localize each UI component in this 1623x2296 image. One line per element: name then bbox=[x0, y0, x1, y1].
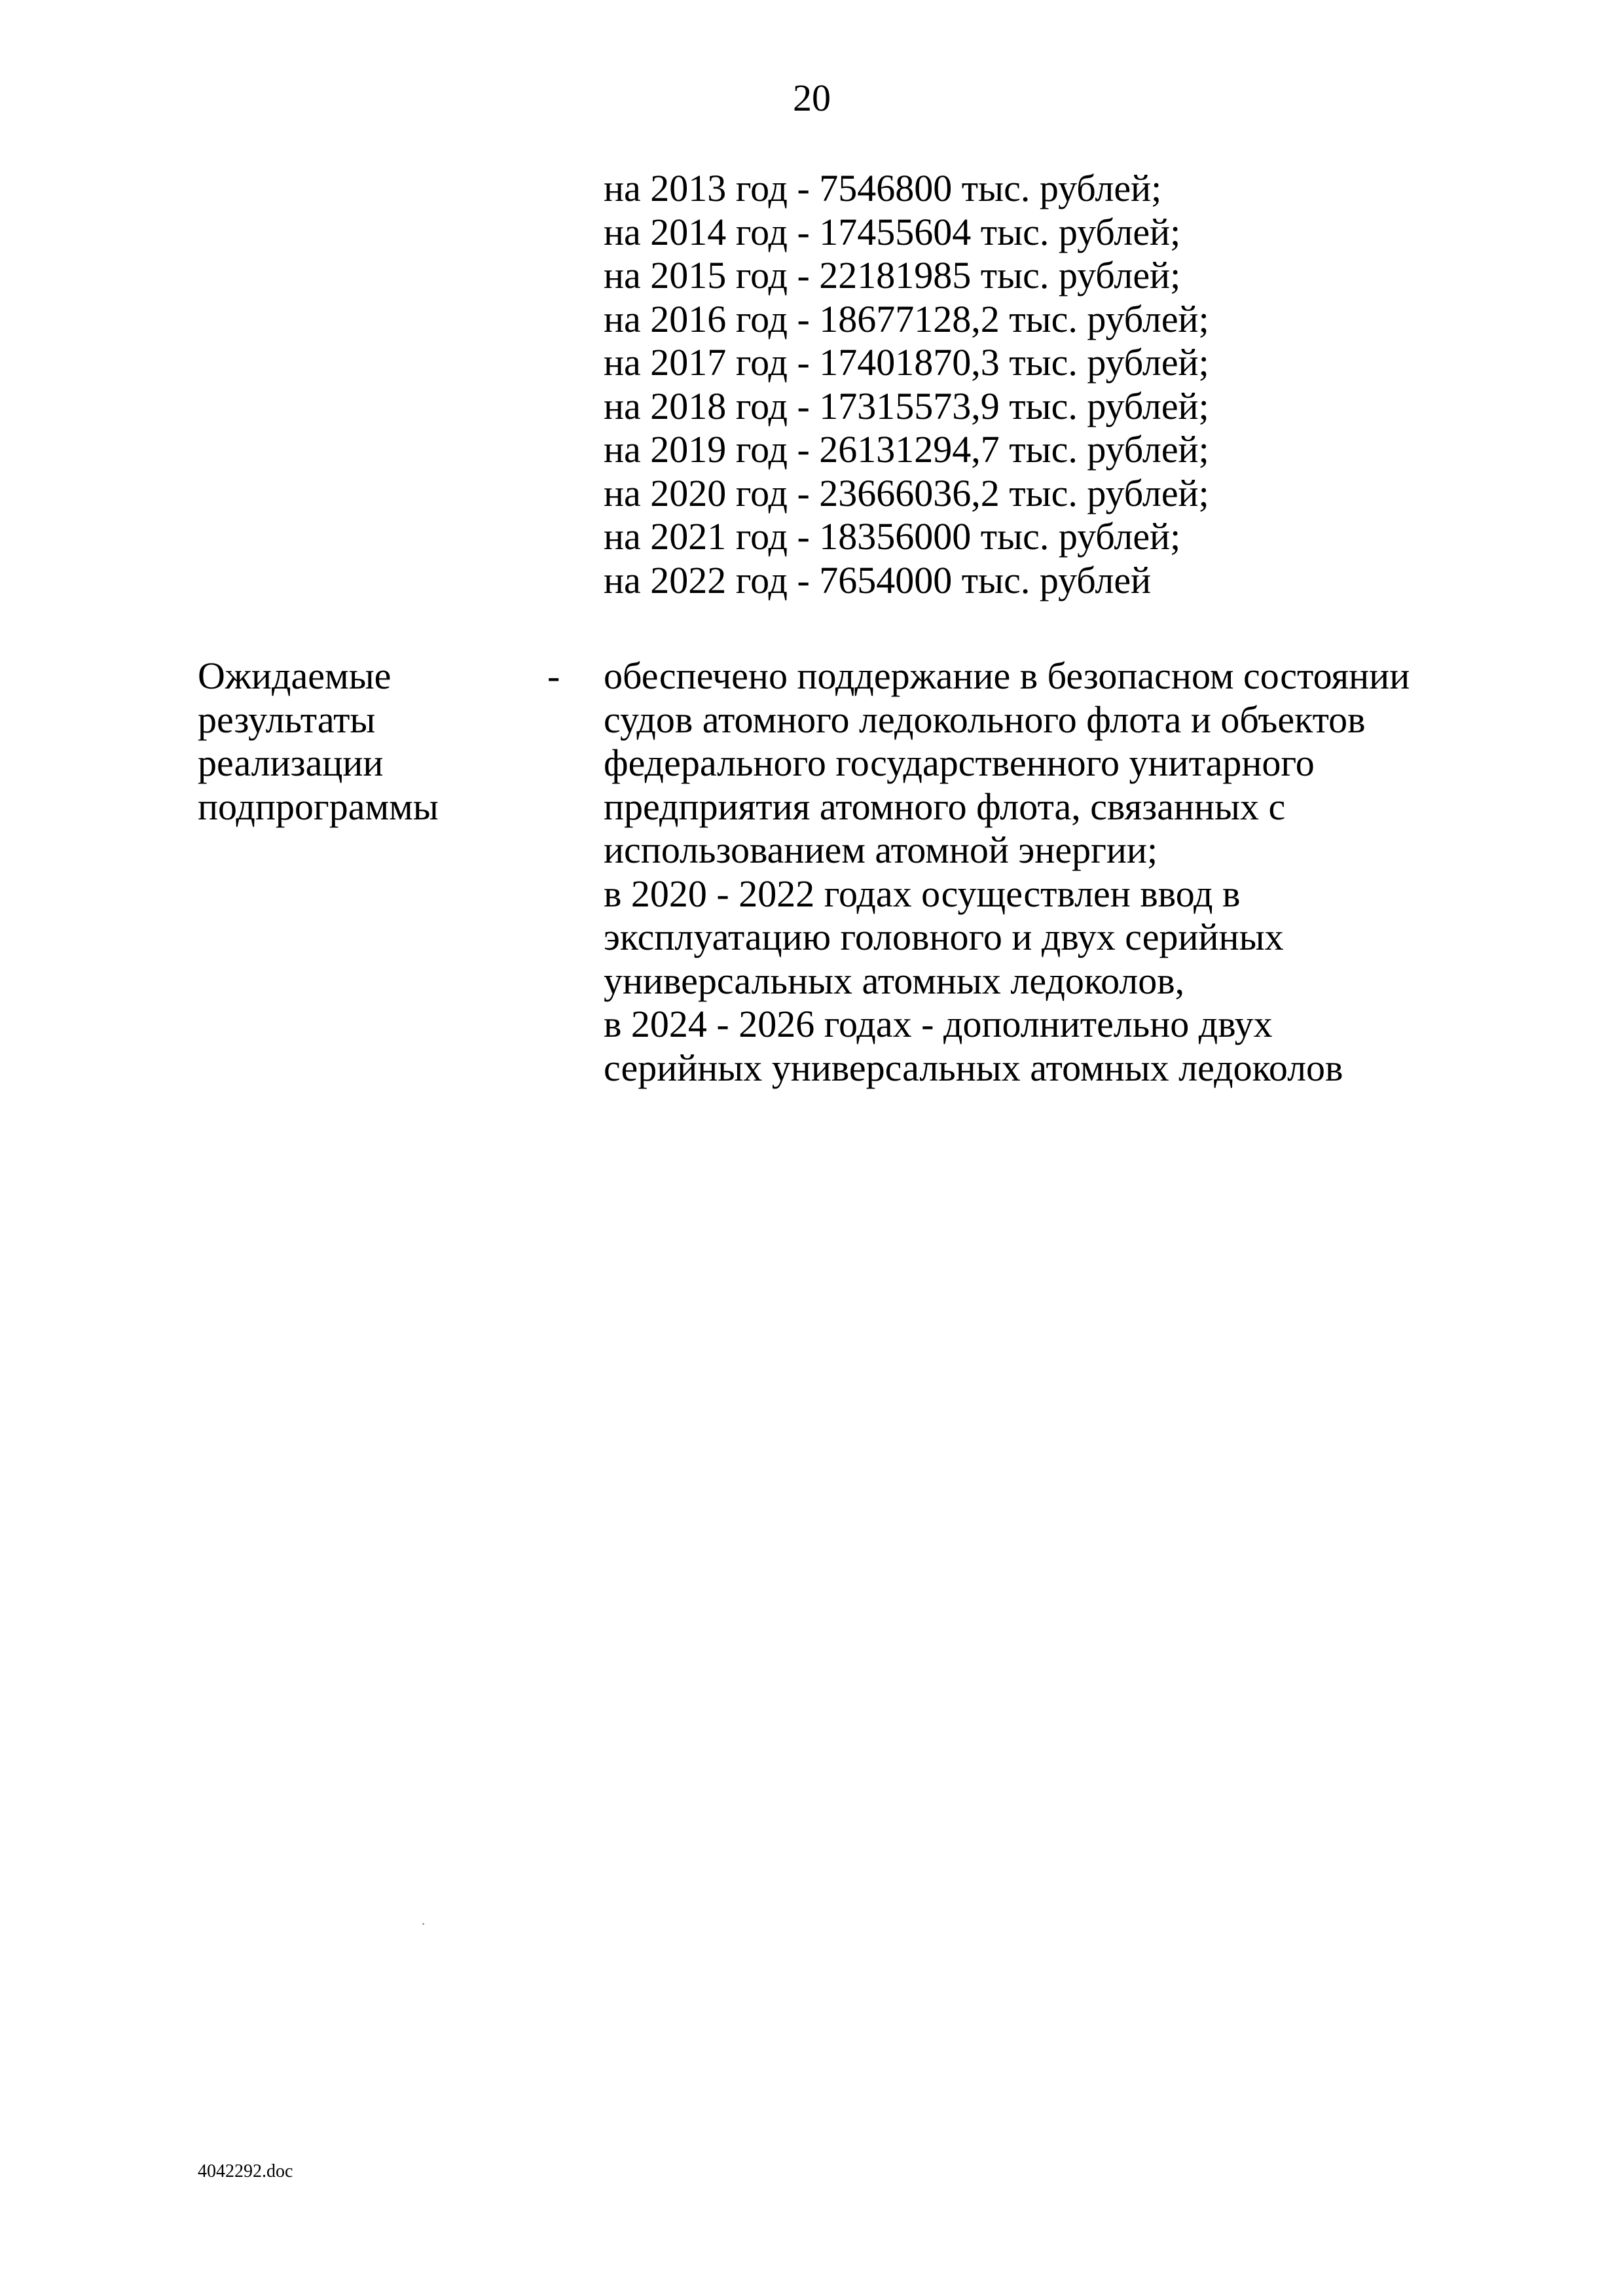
results-text-line: в 2024 - 2026 годах - дополнительно двух bbox=[604, 1003, 1273, 1045]
funding-list bbox=[604, 167, 1209, 602]
funding-line-2014: на 2014 год - 17455604 тыс. рублей; bbox=[604, 210, 1181, 253]
results-label-line: подпрограммы bbox=[198, 785, 439, 828]
document-id: 4042292.doc bbox=[198, 2161, 293, 2181]
results-text-line: в 2020 - 2022 годах осуществлен ввод в bbox=[604, 872, 1241, 915]
results-text-line: эксплуатацию головного и двух серийных bbox=[604, 916, 1284, 958]
funding-line-2016: на 2016 год - 18677128,2 тыс. рублей; bbox=[604, 297, 1209, 340]
funding-line-2020: на 2020 год - 23666036,2 тыс. рублей; bbox=[604, 471, 1209, 514]
results-text-line: предприятия атомного флота, связанных с bbox=[604, 785, 1286, 828]
results-text-line: универсальных атомных ледоколов, bbox=[604, 959, 1185, 1002]
funding-line-2013: на 2013 год - 7546800 тыс. рублей; bbox=[604, 167, 1162, 209]
results-text-line: федерального государственного унитарного bbox=[604, 742, 1315, 784]
funding-line-2021: на 2021 год - 18356000 тыс. рублей; bbox=[604, 515, 1181, 558]
results-text bbox=[604, 655, 1410, 1090]
results-text-line: серийных универсальных атомных ледоколов bbox=[604, 1046, 1343, 1089]
results-label-line: результаты bbox=[198, 698, 376, 741]
results-text-line: обеспечено поддержание в безопасном состоянии bbox=[604, 655, 1410, 697]
funding-line-2022: на 2022 год - 7654000 тыс. рублей bbox=[604, 558, 1152, 601]
results-label-line: реализации bbox=[198, 742, 384, 784]
results-label-line: Ожидаемые bbox=[198, 655, 392, 697]
funding-line-2019: на 2019 год - 26131294,7 тыс. рублей; bbox=[604, 428, 1209, 471]
funding-line-2018: на 2018 год - 17315573,9 тыс. рублей; bbox=[604, 384, 1209, 427]
funding-line-2017: на 2017 год - 17401870,3 тыс. рублей; bbox=[604, 341, 1209, 384]
results-dash: - bbox=[547, 655, 560, 697]
funding-line-2015: на 2015 год - 22181985 тыс. рублей; bbox=[604, 254, 1181, 296]
results-text-line: судов атомного ледокольного флота и объектов bbox=[604, 698, 1366, 741]
results-text-line: использованием атомной энергии; bbox=[604, 829, 1158, 871]
page-number: 20 bbox=[793, 77, 831, 119]
results-label bbox=[198, 655, 439, 829]
scan-speck bbox=[422, 1923, 424, 1925]
